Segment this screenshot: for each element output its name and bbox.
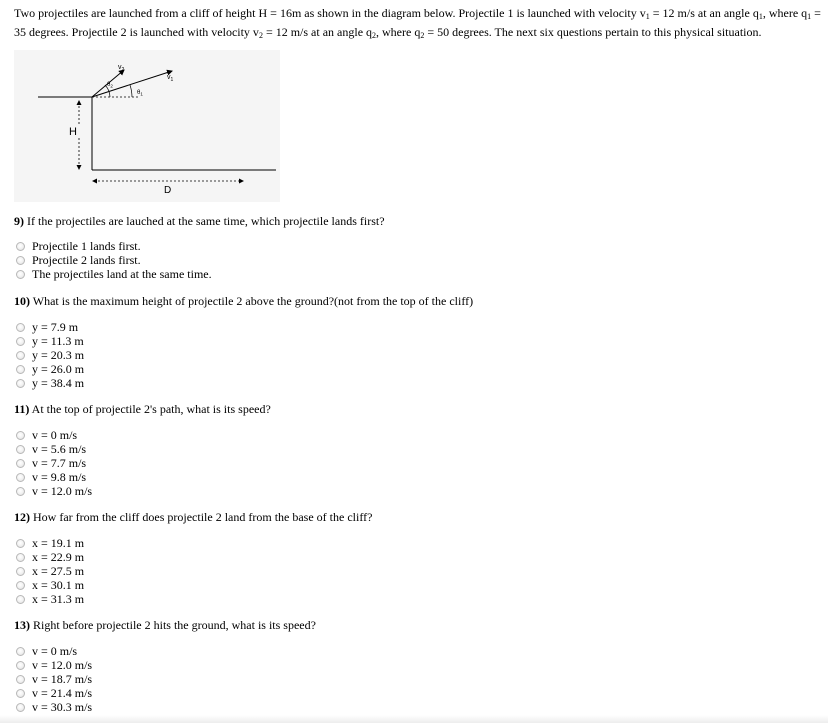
question-12-options: [14, 536, 372, 606]
question-11-option-2[interactable]: v = 5.6 m/s: [14, 442, 271, 456]
height-arrow-top: [77, 100, 82, 105]
question-10-text: 10) What is the maximum height of projectile 2 above the ground?(not from the top of the cliff): [14, 294, 474, 308]
radio-button[interactable]: [16, 270, 25, 279]
radio-button[interactable]: [16, 581, 25, 590]
radio-button[interactable]: [16, 661, 25, 670]
label-H: H: [69, 126, 77, 138]
label-D: D: [164, 185, 172, 196]
distance-arrow-left: [92, 179, 97, 184]
question-9: [14, 214, 385, 281]
question-11-option-1[interactable]: v = 0 m/s: [14, 428, 271, 442]
label-v2: $v_2$: [118, 64, 125, 73]
question-10-option-2[interactable]: y = 11.3 m: [14, 334, 473, 348]
question-10-option-3[interactable]: y = 20.3 m: [14, 348, 473, 362]
radio-button[interactable]: [16, 323, 25, 332]
question-12: [14, 510, 372, 606]
radio-button[interactable]: [16, 539, 25, 548]
question-9-option-1[interactable]: Projectile 1 lands first.: [14, 239, 385, 253]
question-13-text: 13) Right before projectile 2 hits the ground, what is its speed?: [14, 618, 316, 632]
radio-button[interactable]: [16, 431, 25, 440]
radio-button[interactable]: [16, 445, 25, 454]
question-13-option-3[interactable]: v = 18.7 m/s: [14, 672, 316, 686]
question-11: [14, 402, 271, 498]
problem-statement-line-2: 35 degrees. Projectile 2 is launched with velocity $v_2 = 12$ m/s at an angle $q_2$, where $q_2 = 50$ degrees. The next six questions pertain to this physical situation.: [14, 25, 762, 40]
theta1-arc: [130, 85, 132, 97]
bottom-edge-shadow: [0, 715, 828, 723]
question-11-option-3[interactable]: v = 7.7 m/s: [14, 456, 271, 470]
radio-button[interactable]: [16, 337, 25, 346]
radio-button[interactable]: [16, 473, 25, 482]
radio-button[interactable]: [16, 379, 25, 388]
question-13-options: [14, 644, 316, 714]
radio-button[interactable]: [16, 595, 25, 604]
label-theta2: $\theta_2$: [107, 82, 113, 89]
question-12-option-1[interactable]: x = 19.1 m: [14, 536, 372, 550]
question-11-option-4[interactable]: v = 9.8 m/s: [14, 470, 271, 484]
question-13-option-4[interactable]: v = 21.4 m/s: [14, 686, 316, 700]
radio-button[interactable]: [16, 459, 25, 468]
radio-button[interactable]: [16, 647, 25, 656]
question-9-option-2[interactable]: Projectile 2 lands first.: [14, 253, 385, 267]
question-10-option-5[interactable]: y = 38.4 m: [14, 376, 473, 390]
radio-button[interactable]: [16, 553, 25, 562]
question-13-option-5[interactable]: v = 30.3 m/s: [14, 700, 316, 714]
radio-button[interactable]: [16, 487, 25, 496]
question-9-option-3[interactable]: The projectiles land at the same time.: [14, 267, 385, 281]
question-13: [14, 618, 316, 714]
radio-button[interactable]: [16, 242, 25, 251]
question-13-option-2[interactable]: v = 12.0 m/s: [14, 658, 316, 672]
cliff-diagram: [14, 50, 280, 202]
radio-button[interactable]: [16, 351, 25, 360]
question-10-options: [14, 320, 473, 390]
question-12-option-5[interactable]: x = 31.3 m: [14, 592, 372, 606]
radio-button[interactable]: [16, 256, 25, 265]
radio-button[interactable]: [16, 365, 25, 374]
question-9-text: 9) If the projectiles are lauched at the same time, which projectile lands first?: [14, 214, 385, 228]
question-10-option-4[interactable]: y = 26.0 m: [14, 362, 473, 376]
question-12-option-3[interactable]: x = 27.5 m: [14, 564, 372, 578]
question-11-options: [14, 428, 271, 498]
question-11-option-5[interactable]: v = 12.0 m/s: [14, 484, 271, 498]
radio-button[interactable]: [16, 689, 25, 698]
question-13-option-1[interactable]: v = 0 m/s: [14, 644, 316, 658]
question-12-option-4[interactable]: x = 30.1 m: [14, 578, 372, 592]
radio-button[interactable]: [16, 567, 25, 576]
problem-statement: [14, 4, 826, 42]
radio-button[interactable]: [16, 703, 25, 712]
question-9-options: [14, 239, 385, 281]
question-10: [14, 294, 473, 390]
label-theta1: $\theta_1$: [137, 90, 143, 97]
question-12-option-2[interactable]: x = 22.9 m: [14, 550, 372, 564]
problem-statement-line-1: Two projectiles are launched from a cliff of height H = 16m as shown in the diagram below. Projectile 1 is launched with velocity $v_1 = 12$ m/s at an angle $q_1$, where $q_1$ =: [14, 6, 821, 21]
distance-arrow-right: [239, 179, 244, 184]
height-arrow-bottom: [77, 165, 82, 170]
radio-button[interactable]: [16, 675, 25, 684]
question-11-text: 11) At the top of projectile 2's path, what is its speed?: [14, 402, 271, 416]
question-10-option-1[interactable]: y = 7.9 m: [14, 320, 473, 334]
question-12-text: 12) How far from the cliff does projectile 2 land from the base of the cliff?: [14, 510, 373, 524]
label-v1: $v_1$: [167, 74, 174, 83]
